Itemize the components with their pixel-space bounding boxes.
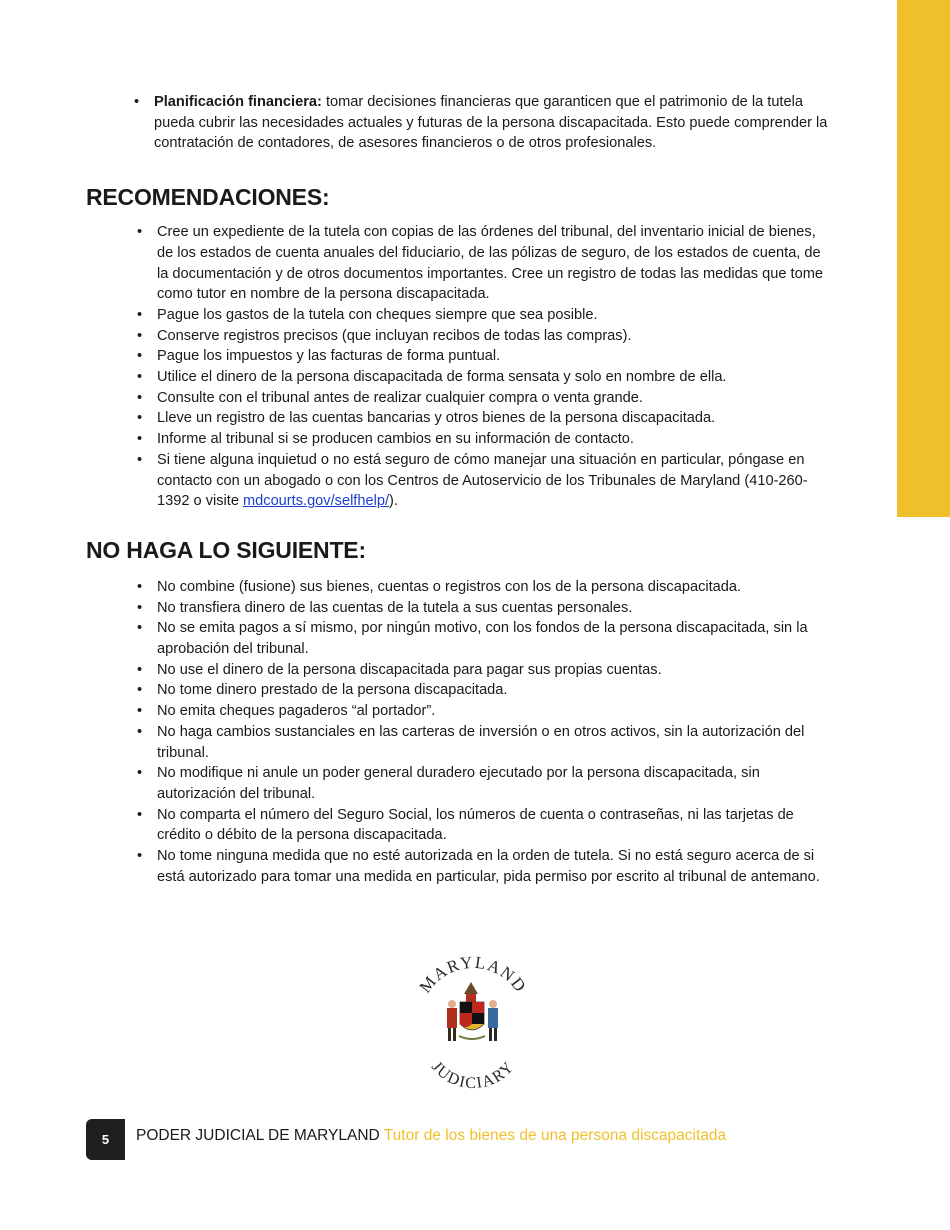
bullet-icon: • xyxy=(137,661,143,678)
bullet-icon: • xyxy=(137,620,143,637)
footer-org-name: PODER JUDICIAL DE MARYLAND xyxy=(136,1127,380,1144)
item-text: Pague los impuestos y las facturas de forma puntual. xyxy=(157,348,501,365)
bullet-icon: • xyxy=(137,369,143,386)
item-text: No tome dinero prestado de la persona discapacitada. xyxy=(157,682,508,699)
list-item xyxy=(137,846,831,887)
list-item xyxy=(137,577,831,598)
no-haga-heading: NO HAGA LO SIGUIENTE: xyxy=(86,536,366,563)
bullet-icon: • xyxy=(137,410,143,427)
intro-list xyxy=(134,92,831,154)
bullet-icon: • xyxy=(137,451,143,468)
bullet-icon: • xyxy=(137,431,143,448)
recomendaciones-list xyxy=(137,222,831,512)
bullet-icon: • xyxy=(137,682,143,699)
list-item xyxy=(137,701,831,722)
item-text: Utilice el dinero de la persona discapacitada de forma sensata y solo en nombre de ella. xyxy=(157,369,727,386)
bullet-icon: • xyxy=(137,765,143,782)
list-item xyxy=(137,450,831,512)
bullet-icon: • xyxy=(137,848,143,865)
seal-bottom-text: JUDICIARY xyxy=(428,1058,519,1089)
bullet-icon: • xyxy=(137,599,143,616)
item-text: Consulte con el tribunal antes de realizar cualquier compra o venta grande. xyxy=(157,389,643,406)
bullet-icon: • xyxy=(137,806,143,823)
coat-of-arms-icon xyxy=(447,982,498,1041)
list-item xyxy=(137,763,831,804)
page-content xyxy=(86,92,831,888)
item-text: No transfiera dinero de las cuentas de la tutela a sus cuentas personales. xyxy=(157,599,633,616)
maryland-judiciary-seal xyxy=(407,944,537,1089)
item-text: Lleve un registro de las cuentas bancarias y otros bienes de la persona discapacitada. xyxy=(157,410,716,427)
item-text: No comparta el número del Seguro Social, los números de cuenta o contraseñas, ni las tarjetas de crédito o débito de la persona discapacitada. xyxy=(157,806,794,844)
bullet-icon: • xyxy=(137,703,143,720)
item-text: Cree un expediente de la tutela con copias de las órdenes del tribunal, del inventario inicial de bienes, de los estados de cuenta anuales del fiduciario, de las pólizas de seguro, de los estados de cuenta, de la documentación y de otros documentos importantes. Cree un registro de todas las medidas que tome como tutor en nombre de la persona discapacitada. xyxy=(157,224,824,303)
footer-subtitle: Tutor de los bienes de una persona discapacitada xyxy=(383,1127,727,1144)
list-item xyxy=(137,722,831,763)
item-text: No modifique ni anule un poder general duradero ejecutado por la persona discapacitada, sin autorización del tribunal. xyxy=(157,765,760,802)
selfhelp-link[interactable]: mdcourts.gov/selfhelp/ xyxy=(243,493,390,510)
list-item xyxy=(137,222,831,305)
item-text: No tome ninguna medida que no esté autorizada en la orden de tutela. Si no está seguro acerca de si está autorizado para tomar una medida en particular, pida permiso por escrito al tribunal de antemano. xyxy=(157,848,820,885)
item-text: Si tiene alguna inquietud o no está seguro de cómo manejar una situación en particular, póngase en contacto con un abogado o con los Centros de Autoservicio de los Tribunales de Maryland (410-260-1392 o visite xyxy=(157,451,808,510)
no-haga-list xyxy=(137,577,831,888)
item-text: Conserve registros precisos (que incluyan recibos de todas las compras). xyxy=(157,327,632,344)
list-item xyxy=(137,660,831,681)
list-item xyxy=(137,305,831,326)
item-text: No emita cheques pagaderos “al portador”. xyxy=(157,703,436,720)
bullet-icon: • xyxy=(137,224,143,241)
list-item xyxy=(137,429,831,450)
item-text: Informe al tribunal si se producen cambios en su información de contacto. xyxy=(157,431,634,448)
seal-top-text: MARYLAND xyxy=(415,952,531,997)
list-item xyxy=(137,805,831,846)
list-item xyxy=(134,92,831,154)
list-item xyxy=(137,598,831,619)
item-bold-label: Planificación financiera: xyxy=(154,94,322,110)
item-text: No haga cambios sustanciales en las carteras de inversión o en otros activos, sin la autorización del tribunal. xyxy=(157,723,805,761)
list-item xyxy=(137,346,831,367)
item-text-end: ). xyxy=(389,493,398,510)
recomendaciones-heading: RECOMENDACIONES: xyxy=(86,184,330,211)
list-item xyxy=(137,408,831,429)
bullet-icon: • xyxy=(137,306,143,323)
item-text: Pague los gastos de la tutela con cheques siempre que sea posible. xyxy=(157,306,598,323)
bullet-icon: • xyxy=(137,723,143,740)
bullet-icon: • xyxy=(137,389,143,406)
item-text: No combine (fusione) sus bienes, cuentas o registros con los de la persona discapacitada. xyxy=(157,578,742,595)
bullet-icon: • xyxy=(137,327,143,344)
footer xyxy=(136,1127,726,1145)
bullet-icon: • xyxy=(137,578,143,595)
list-item xyxy=(137,367,831,388)
list-item xyxy=(137,680,831,701)
list-item xyxy=(137,326,831,347)
list-item xyxy=(137,618,831,659)
accent-sidebar-band xyxy=(897,0,950,517)
item-text: tomar decisiones financieras que garanticen que el patrimonio de la tutela pueda cubrir las necesidades actuales y futuras de la persona discapacitada. Esto puede comprender la contratación de contadores, de asesores financieros o de otros profesionales. xyxy=(154,94,828,152)
page-number-tab: 5 xyxy=(86,1119,125,1160)
list-item xyxy=(137,388,831,409)
bullet-icon: • xyxy=(137,348,143,365)
item-text: No use el dinero de la persona discapacitada para pagar sus propias cuentas. xyxy=(157,661,662,678)
item-text: No se emita pagos a sí mismo, por ningún motivo, con los fondos de la persona discapacitada, sin la aprobación del tribunal. xyxy=(157,620,808,658)
bullet-icon: • xyxy=(134,94,140,110)
